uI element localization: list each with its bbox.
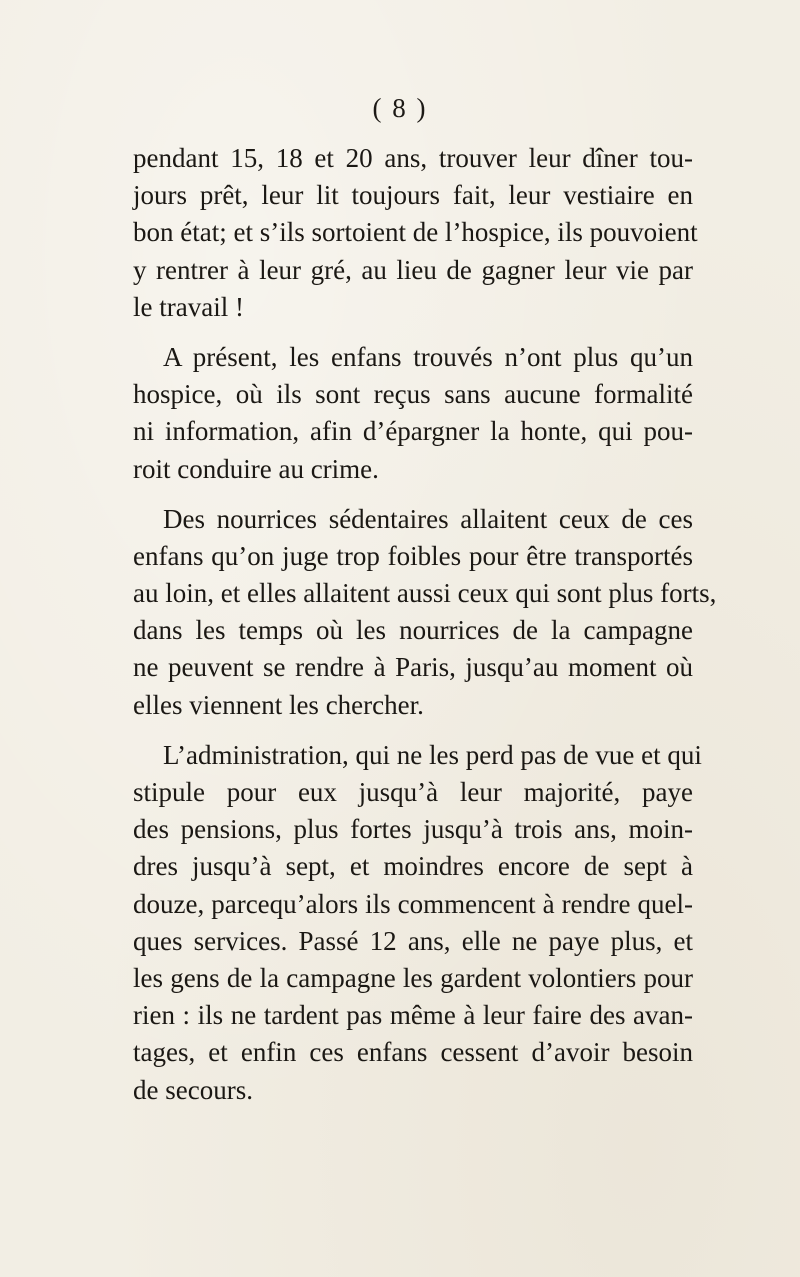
text-line: bon état; et s’ils sortoient de l’hospice, ils pouvoient: [133, 217, 698, 248]
text-line: jours prêt, leur lit toujours fait, leur vestiaire en: [133, 180, 693, 211]
text-line: y rentrer à leur gré, au lieu de gagner leur vie par: [133, 254, 693, 285]
text-line: douze, parcequ’alors ils commencent à rendre quel-: [133, 888, 693, 919]
text-line: elles viennent les chercher.: [133, 689, 424, 720]
page-number: ( 8 ): [372, 93, 428, 123]
text-line: les gens de la campagne les gardent volontiers pour: [133, 962, 693, 993]
text-line: stipule pour eux jusqu’à leur majorité, paye: [133, 777, 693, 807]
text-line: enfans qu’on juge trop foibles pour être transportés: [133, 540, 693, 571]
text-line: des pensions, plus fortes jusqu’à trois ans, moin-: [133, 814, 693, 845]
text-line: hospice, où ils sont reçus sans aucune formalité: [133, 379, 693, 410]
paragraph: [133, 737, 702, 1109]
text-line: dres jusqu’à sept, et moindres encore de sept à: [133, 851, 693, 882]
paragraph-gap: [133, 326, 693, 339]
text-line: ne peuvent se rendre à Paris, jusqu’au moment où: [133, 652, 693, 683]
paragraph: [133, 501, 717, 724]
text-line: Des nourrices sédentaires allaitent ceux de ces: [163, 503, 693, 534]
paragraph-gap: [133, 724, 693, 737]
text-line: tages, et enfin ces enfans cessent d’avoir besoin: [133, 1037, 693, 1068]
paragraph: [133, 339, 693, 488]
text-line: roit conduire au crime.: [133, 453, 379, 484]
text-line: pendant 15, 18 et 20 ans, trouver leur dîner tou-: [133, 143, 693, 173]
text-line: ni information, afin d’épargner la honte, qui pou-: [133, 416, 693, 447]
text-line: au loin, et elles allaitent aussi ceux qui sont plus forts,: [133, 578, 717, 609]
body-text: [133, 140, 717, 1109]
paragraph: [133, 140, 698, 326]
text-line: dans les temps où les nourrices de la campagne: [133, 615, 693, 646]
text-line: de secours.: [133, 1074, 253, 1105]
text-line: ques services. Passé 12 ans, elle ne paye plus, et: [133, 925, 693, 956]
text-line: A présent, les enfans trouvés n’ont plus qu’un: [163, 341, 693, 372]
text-line: L’administration, qui ne les perd pas de vue et qui: [163, 739, 702, 770]
text-line: le travail !: [133, 291, 244, 322]
paragraph-gap: [133, 488, 693, 501]
text-line: rien : ils ne tardent pas même à leur faire des avan-: [133, 1000, 693, 1031]
